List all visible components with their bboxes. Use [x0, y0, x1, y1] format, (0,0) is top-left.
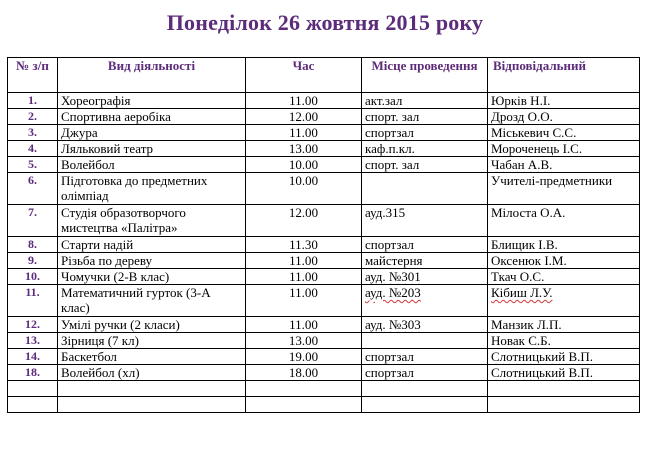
responsible-cell-text: Міськевич С.С. — [491, 125, 577, 140]
responsible-cell — [488, 333, 640, 349]
empty-cell — [488, 381, 640, 397]
responsible-cell — [488, 349, 640, 365]
responsible-cell — [488, 253, 640, 269]
responsible-cell-text: Манзик Л.П. — [491, 317, 562, 332]
responsible-cell-text: Юрків Н.І. — [491, 93, 551, 108]
time-cell-text: 18.00 — [288, 365, 319, 380]
table-row — [8, 317, 640, 333]
responsible-cell — [488, 157, 640, 173]
row-number — [8, 253, 58, 269]
row-number-text: 1. — [28, 93, 37, 107]
activity-cell-text: Джура — [61, 125, 98, 140]
activity-cell-text: Математичний гурток (3-А клас) — [61, 285, 211, 315]
time-cell — [246, 285, 362, 317]
responsible-cell — [488, 109, 640, 125]
row-number — [8, 109, 58, 125]
place-cell-text: ауд. №303 — [365, 317, 421, 332]
row-number-text: 14. — [25, 349, 40, 363]
row-number — [8, 365, 58, 381]
activity-cell — [58, 205, 246, 237]
responsible-cell-text: Учителі-предметники — [491, 173, 613, 188]
time-cell-text: 11.00 — [289, 253, 318, 268]
empty-cell — [8, 381, 58, 397]
empty-cell — [58, 381, 246, 397]
row-number-text: 5. — [28, 157, 37, 171]
schedule-table — [7, 57, 640, 413]
table-row — [8, 141, 640, 157]
table-row — [8, 205, 640, 237]
responsible-cell — [488, 317, 640, 333]
row-number-text: 3. — [28, 125, 37, 139]
place-cell — [362, 237, 488, 253]
empty-cell — [362, 381, 488, 397]
responsible-cell-text: Чабан А.В. — [491, 157, 553, 172]
time-cell-text: 10.00 — [288, 157, 319, 172]
time-cell-text: 11.00 — [289, 269, 318, 284]
responsible-cell-text: Кібиш Л.У. — [491, 285, 553, 300]
activity-cell-text: Підготовка до предметних олімпіад — [61, 173, 208, 203]
activity-cell-text: Студія образотворчого мистецтва «Палітра» — [61, 205, 186, 235]
activity-cell-text: Ляльковий театр — [61, 141, 154, 156]
time-cell — [246, 237, 362, 253]
row-number — [8, 125, 58, 141]
row-number-text: 9. — [28, 253, 37, 267]
row-number-text: 4. — [28, 141, 37, 155]
place-cell — [362, 285, 488, 317]
table-row — [8, 157, 640, 173]
time-cell-text: 13.00 — [288, 141, 319, 156]
time-cell — [246, 317, 362, 333]
activity-cell — [58, 253, 246, 269]
table-row — [8, 285, 640, 317]
activity-cell — [58, 317, 246, 333]
activity-cell — [58, 237, 246, 253]
activity-cell — [58, 173, 246, 205]
responsible-cell — [488, 269, 640, 285]
activity-cell-text: Хореографія — [61, 93, 131, 108]
table-row — [8, 93, 640, 109]
table-row — [8, 125, 640, 141]
place-cell-text: спортзал — [365, 237, 414, 252]
place-cell — [362, 173, 488, 205]
responsible-cell — [488, 141, 640, 157]
time-cell-text: 11.30 — [289, 237, 318, 252]
activity-cell-text: Старти надій — [61, 237, 134, 252]
responsible-cell-text: Блищик І.В. — [491, 237, 558, 252]
activity-cell — [58, 333, 246, 349]
place-cell-text: спорт. зал — [365, 157, 420, 172]
responsible-cell — [488, 93, 640, 109]
table-row — [8, 253, 640, 269]
time-cell-text: 11.00 — [289, 317, 318, 332]
empty-cell — [58, 397, 246, 413]
table-row — [8, 109, 640, 125]
place-cell — [362, 125, 488, 141]
time-cell — [246, 349, 362, 365]
time-cell-text: 10.00 — [288, 173, 319, 188]
empty-cell — [488, 397, 640, 413]
table-row — [8, 269, 640, 285]
empty-cell — [246, 397, 362, 413]
responsible-cell — [488, 365, 640, 381]
place-cell — [362, 93, 488, 109]
table-row — [8, 365, 640, 381]
place-cell — [362, 317, 488, 333]
place-cell — [362, 253, 488, 269]
row-number-text: 10. — [25, 269, 40, 283]
time-cell — [246, 93, 362, 109]
empty-row — [8, 381, 640, 397]
empty-cell — [362, 397, 488, 413]
responsible-cell — [488, 237, 640, 253]
time-cell-text: 12.00 — [288, 109, 319, 124]
responsible-cell-text: Слотницький В.П. — [491, 349, 594, 364]
activity-cell-text: Волейбол (хл) — [61, 365, 140, 380]
place-cell — [362, 157, 488, 173]
responsible-cell-text: Слотницький В.П. — [491, 365, 594, 380]
activity-cell-text: Різьба по дереву — [61, 253, 153, 268]
place-cell-text: майстерня — [365, 253, 423, 268]
row-number-text: 8. — [28, 237, 37, 251]
header-responsible: Відповідальний — [488, 58, 640, 93]
responsible-cell-text: Новак С.Б. — [491, 333, 551, 348]
table-row — [8, 237, 640, 253]
activity-cell — [58, 125, 246, 141]
responsible-cell — [488, 173, 640, 205]
header-activity: Вид діяльності — [58, 58, 246, 93]
activity-cell — [58, 93, 246, 109]
activity-cell — [58, 109, 246, 125]
activity-cell — [58, 365, 246, 381]
time-cell-text: 11.00 — [289, 93, 318, 108]
table-row — [8, 349, 640, 365]
activity-cell-text: Волейбол — [61, 157, 115, 172]
row-number-text: 13. — [25, 333, 40, 347]
place-cell-text: спортзал — [365, 349, 414, 364]
header-num: № з/п — [8, 58, 58, 93]
time-cell — [246, 365, 362, 381]
time-cell — [246, 109, 362, 125]
time-cell — [246, 173, 362, 205]
row-number — [8, 141, 58, 157]
place-cell — [362, 141, 488, 157]
row-number — [8, 173, 58, 205]
row-number — [8, 333, 58, 349]
row-number — [8, 93, 58, 109]
row-number-text: 11. — [25, 285, 40, 299]
activity-cell-text: Спортивна аеробіка — [61, 109, 171, 124]
time-cell-text: 13.00 — [288, 333, 319, 348]
activity-cell-text: Баскетбол — [61, 349, 117, 364]
empty-cell — [246, 381, 362, 397]
row-number — [8, 157, 58, 173]
time-cell — [246, 205, 362, 237]
row-number — [8, 349, 58, 365]
table-row — [8, 333, 640, 349]
time-cell — [246, 253, 362, 269]
time-cell — [246, 269, 362, 285]
row-number-text: 6. — [28, 173, 37, 187]
activity-cell — [58, 349, 246, 365]
place-cell-text: ауд.315 — [365, 205, 406, 220]
place-cell — [362, 333, 488, 349]
responsible-cell — [488, 285, 640, 317]
responsible-cell-text: Ткач О.С. — [491, 269, 545, 284]
responsible-cell — [488, 205, 640, 237]
place-cell-text: ауд. №203 — [365, 285, 421, 300]
header-time: Час — [246, 58, 362, 93]
row-number-text: 2. — [28, 109, 37, 123]
place-cell — [362, 109, 488, 125]
activity-cell-text: Умілі ручки (2 класи) — [61, 317, 180, 332]
place-cell-text: акт.зал — [365, 93, 403, 108]
row-number — [8, 205, 58, 237]
place-cell — [362, 349, 488, 365]
row-number — [8, 269, 58, 285]
activity-cell-text: Зірниця (7 кл) — [61, 333, 139, 348]
time-cell — [246, 157, 362, 173]
place-cell-text: спорт. зал — [365, 109, 420, 124]
responsible-cell-text: Мороченець І.С. — [491, 141, 583, 156]
time-cell-text: 12.00 — [288, 205, 319, 220]
header-row — [8, 58, 640, 93]
activity-cell-text: Чомучки (2-В клас) — [61, 269, 170, 284]
time-cell — [246, 141, 362, 157]
responsible-cell-text: Оксенюк І.М. — [491, 253, 567, 268]
responsible-cell-text: Дрозд О.О. — [491, 109, 553, 124]
time-cell-text: 11.00 — [289, 125, 318, 140]
empty-row — [8, 397, 640, 413]
place-cell-text: спортзал — [365, 365, 414, 380]
activity-cell — [58, 141, 246, 157]
row-number-text: 7. — [28, 205, 37, 219]
header-place: Місце проведення — [362, 58, 488, 93]
row-number-text: 12. — [25, 317, 40, 331]
place-cell — [362, 365, 488, 381]
empty-cell — [8, 397, 58, 413]
activity-cell — [58, 157, 246, 173]
time-cell — [246, 125, 362, 141]
place-cell-text: ауд. №301 — [365, 269, 421, 284]
row-number — [8, 285, 58, 317]
activity-cell — [58, 285, 246, 317]
responsible-cell — [488, 125, 640, 141]
table-row — [8, 173, 640, 205]
row-number-text: 18. — [25, 365, 40, 379]
page-title: Понеділок 26 жовтня 2015 року — [166, 10, 484, 35]
activity-cell — [58, 269, 246, 285]
place-cell — [362, 205, 488, 237]
row-number — [8, 237, 58, 253]
time-cell-text: 11.00 — [289, 285, 318, 300]
place-cell — [362, 269, 488, 285]
time-cell-text: 19.00 — [288, 349, 319, 364]
time-cell — [246, 333, 362, 349]
place-cell-text: спортзал — [365, 125, 414, 140]
responsible-cell-text: Мілоста О.А. — [491, 205, 566, 220]
place-cell-text: каф.п.кл. — [365, 141, 415, 156]
row-number — [8, 317, 58, 333]
